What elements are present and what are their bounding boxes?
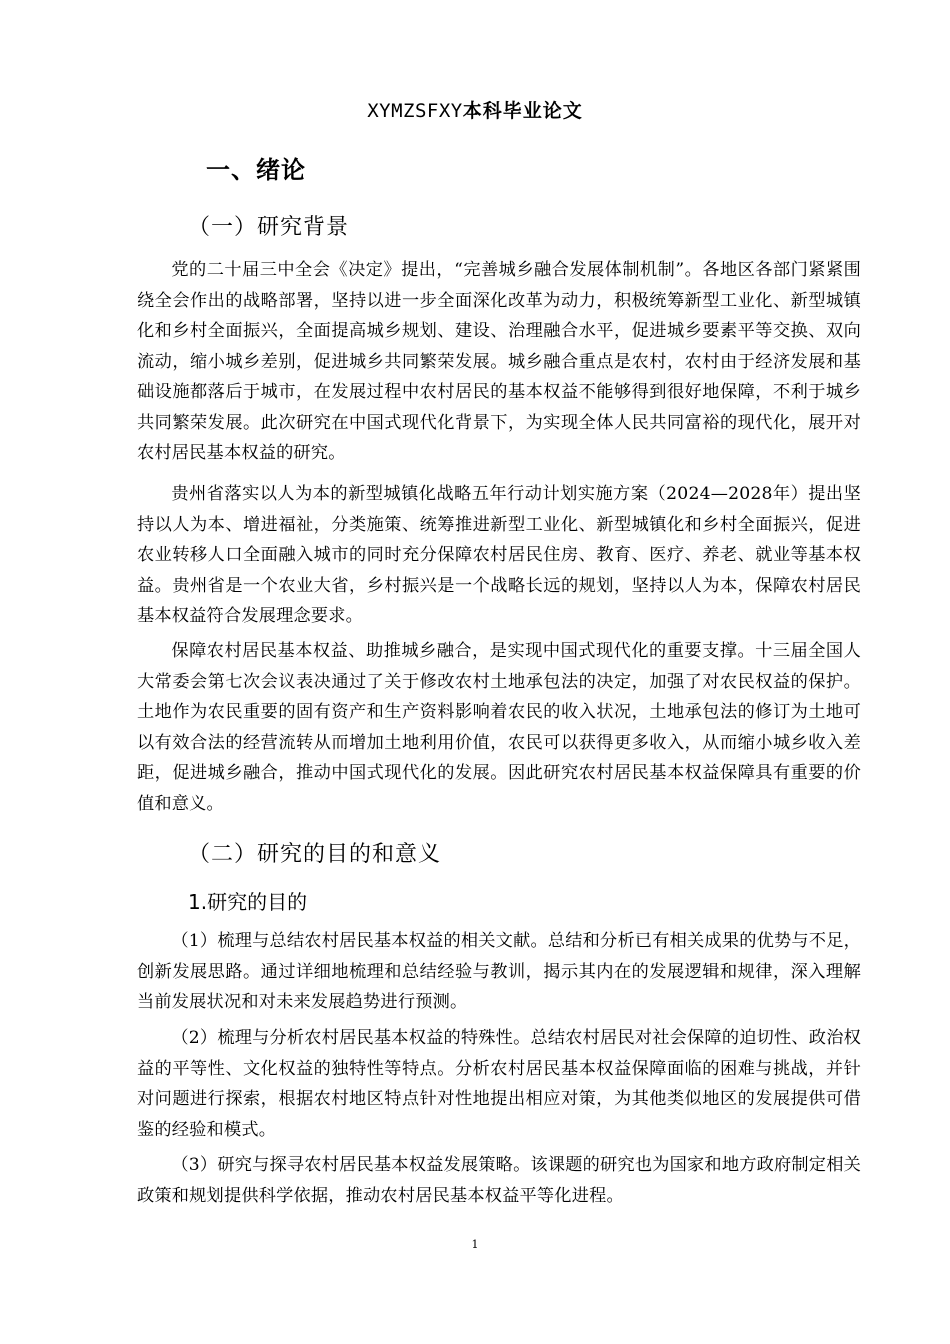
page-number: 1	[471, 1238, 479, 1251]
section-background-title: （一）研究背景	[188, 215, 350, 240]
chapter-title: 一、绪论	[206, 156, 306, 184]
paragraph-background-1: 党的二十届三中全会《决定》提出，“完善城乡融合发展体制机制”。各地区各部门紧紧围绕全会作出的战略部署，坚持以进一步全面深化改革为动力，积极统筹新型工业化、新型城镇化和乡村全面振兴，全面提高城乡规划、建设、治理融合水平，促进城乡要素平等交换、双向流动，缩小城乡差别，促进城乡共同繁荣发展。城乡融合重点是农村，农村由于经济发展和基础设施都落后于城市，在发展过程中农村居民的基本权益不能够得到很好地保障，不利于城乡共同繁荣发展。此次研究在中国式现代化背景下，为实现全体人民共同富裕的现代化，展开对农村居民基本权益的研究。	[137, 260, 861, 463]
paragraph-background-2: 贵州省落实以人为本的新型城镇化战略五年行动计划实施方案（2024—2028年）提出坚持以人为本、增进福祉，分类施策、统筹推进新型工业化、新型城镇化和乡村全面振兴，促进农业转移人口全面融入城市的同时充分保障农村居民住房、教育、医疗、养老、就业等基本权益。贵州省是一个农业大省，乡村振兴是一个战略长远的规划，坚持以人为本，保障农村居民基本权益符合发展理念要求。	[137, 484, 861, 626]
header-title: 本科毕业论文	[462, 100, 583, 122]
paragraph-purpose-2: （2）梳理与分析农村居民基本权益的特殊性。总结农村居民对社会保障的迫切性、政治权益的平等性、文化权益的独特性等特点。分析农村居民基本权益保障面临的困难与挑战，并针对问题进行探索，根据农村地区特点针对性地提出相应对策，为其他类似地区的发展提供可借鉴的经验和模式。	[137, 1028, 861, 1140]
subsection-purpose-title: 1.研究的目的	[188, 890, 308, 914]
section-purpose-title: （二）研究的目的和意义	[188, 842, 442, 867]
paragraph-background-3: 保障农村居民基本权益、助推城乡融合，是实现中国式现代化的重要支撑。十三届全国人大常委会第七次会议表决通过了关于修改农村土地承包法的决定，加强了对农民权益的保护。土地作为农民重要的固有资产和生产资料影响着农民的收入状况，土地承包法的修订为土地可以有效合法的经营流转从而增加土地利用价值，农民可以获得更多收入，从而缩小城乡收入差距，促进城乡融合，推动中国式现代化的发展。因此研究农村居民基本权益保障具有重要的价值和意义。	[137, 641, 861, 814]
paragraph-purpose-1: （1）梳理与总结农村居民基本权益的相关文献。总结和分析已有相关成果的优势与不足，创新发展思路。通过详细地梳理和总结经验与教训，揭示其内在的发展逻辑和规律，深入理解当前发展状况和对未来发展趋势进行预测。	[137, 931, 861, 1012]
paragraph-purpose-3: （3）研究与探寻农村居民基本权益发展策略。该课题的研究也为国家和地方政府制定相关政策和规划提供科学依据，推动农村居民基本权益平等化进程。	[137, 1155, 861, 1206]
page-header	[0, 96, 950, 123]
header-code: XYMZSFXY	[367, 100, 463, 122]
